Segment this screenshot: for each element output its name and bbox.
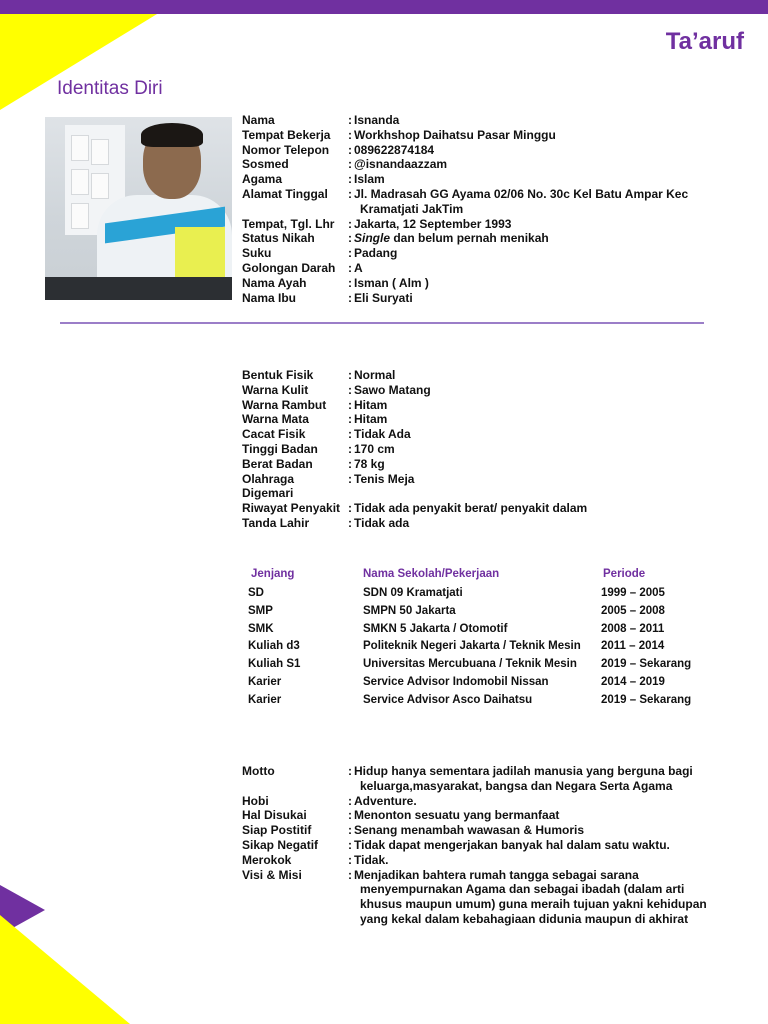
table-row [248,621,711,639]
colon: : [348,471,352,486]
field-value: Tidak dapat mengerjakan banyak hal dalam satu waktu. [354,837,670,852]
physical-row [242,472,722,502]
colon: : [348,852,352,867]
identity-row [242,113,722,128]
cell-periode: 1999 – 2005 [601,587,665,599]
field-label: Motto [242,764,275,778]
status-italic: Single [354,231,391,246]
field-value: Workhshop Daihatsu Pasar Minggu [354,127,556,142]
field-label: Berat Badan [242,456,313,471]
colon: : [348,275,352,290]
value-line: khusus maupun umum) guna meraih tujuan yakni kehidupan [360,897,707,912]
field-label: Cacat Fisik [242,427,306,442]
field-label: Olahraga Digemari [242,471,295,501]
field-value [354,231,722,246]
identity-row [242,187,722,217]
physical-row [242,427,722,442]
colon: : [348,290,352,305]
value-line: yang kekal dalam kebahagiaan didunia maupun di akhirat [360,911,689,926]
table-row [248,656,711,674]
colon: : [348,142,352,157]
field-value: Adventure. [354,793,417,808]
top-purple-bar [0,0,768,14]
physical-list [242,368,722,531]
field-label: Warna Rambut [242,397,327,412]
physical-row [242,501,722,516]
colon: : [348,808,352,823]
physical-row [242,442,722,457]
field-label: Hobi [242,793,269,808]
identity-row [242,143,722,158]
field-value [354,868,722,927]
field-label: Status Nikah [242,231,315,246]
colon: : [348,412,352,427]
address-line-2: Kramatjati JakTim [360,201,464,216]
field-label: Merokok [242,852,292,867]
cell-nama: Politeknik Negeri Jakarta / Teknik Mesin [363,640,581,653]
cell-nama: Service Advisor Asco Daihatsu [363,693,533,706]
field-value: 78 kg [354,456,385,471]
table-row [248,692,711,710]
colon: : [348,764,352,778]
colon: : [348,515,352,530]
profile-photo [45,117,232,300]
identity-row [242,157,722,172]
colon: : [348,113,352,127]
cell-periode: 2019 – Sekarang [601,658,692,671]
field-value: Eli Suryati [354,290,413,305]
colon: : [348,127,352,142]
field-label: Nomor Telepon [242,142,330,157]
field-value [354,764,722,794]
photo-paper [91,173,109,199]
cell-jenjang: Kuliah S1 [248,658,301,671]
identity-row [242,291,722,306]
field-value: Tidak. [354,852,389,867]
photo-paper [71,135,89,161]
field-label: Warna Mata [242,412,309,427]
field-value: Senang menambah wawasan & Humoris [354,823,585,838]
field-label: Tempat, Tgl. Lhr [242,216,335,231]
cell-jenjang: SD [248,587,264,599]
cell-nama: SDN 09 Kramatjati [363,587,463,599]
personal-row [242,794,722,809]
personal-row [242,823,722,838]
identity-list [242,113,722,305]
personal-list [242,764,722,927]
section-divider [60,322,704,324]
field-value: Tidak ada [354,515,410,530]
table-row [248,674,711,692]
colon: : [348,793,352,808]
table-row [248,603,711,621]
cell-periode: 2019 – Sekarang [601,693,692,706]
personal-row [242,764,722,794]
colon: : [348,216,352,231]
field-label: Sosmed [242,157,289,172]
cell-nama: Service Advisor Indomobil Nissan [363,675,549,688]
cell-periode: 2005 – 2008 [601,604,665,617]
field-value: Hitam [354,397,388,412]
field-value [354,187,722,217]
photo-person-hair [141,123,203,147]
field-label: Siap Postitif [242,823,312,838]
field-value: Normal [354,368,396,382]
cell-nama: SMPN 50 Jakarta [363,604,456,617]
field-value: Hitam [354,412,388,427]
yellow-corner-bottom [0,915,130,1024]
physical-row [242,412,722,427]
photo-paper [71,203,89,229]
education-header [248,568,711,580]
field-label: Nama Ayah [242,275,307,290]
identity-row [242,217,722,232]
field-value: Tidak Ada [354,427,411,442]
colon: : [348,260,352,275]
colon: : [348,231,352,246]
value-line: Hidup hanya sementara jadilah manusia yang berguna bagi [354,764,693,778]
field-label: Visi & Misi [242,867,302,882]
section-heading: Identitas Diri [57,78,163,99]
colon: : [348,427,352,442]
physical-row [242,457,722,472]
identity-row [242,231,722,246]
field-label: Tinggi Badan [242,441,318,456]
field-label: Golongan Darah [242,260,336,275]
address-line-1: Jl. Madrasah GG Ayama 02/06 No. 30c Kel Batu Ampar Kec [354,186,689,201]
photo-desk [45,277,232,300]
field-value: Isman ( Alm ) [354,275,429,290]
colon: : [348,157,352,172]
cell-nama: Universitas Mercubuana / Teknik Mesin [363,658,577,671]
physical-row [242,368,722,383]
colon: : [348,172,352,187]
cell-nama: SMKN 5 Jakarta / Otomotif [363,622,508,635]
education-table [248,568,711,710]
cell-periode: 2011 – 2014 [601,640,665,653]
colon: : [348,823,352,838]
colon: : [348,397,352,412]
field-label: Alamat Tinggal [242,186,328,201]
cell-jenjang: Karier [248,675,282,688]
colon: : [348,441,352,456]
field-label: Riwayat Penyakit [242,501,341,516]
field-value: Tidak ada penyakit berat/ penyakit dalam [354,501,588,516]
field-label: Nama Ibu [242,290,297,305]
physical-row [242,398,722,413]
field-value: Padang [354,246,398,261]
identity-row [242,246,722,261]
cell-jenjang: SMK [248,622,274,635]
field-value: Tenis Meja [354,471,415,486]
field-value: Jakarta, 12 September 1993 [354,216,512,231]
field-value: Menonton sesuatu yang bermanfaat [354,808,560,823]
field-label: Hal Disukai [242,808,307,823]
photo-paper [91,139,109,165]
identity-row [242,128,722,143]
personal-row [242,853,722,868]
field-label: Warna Kulit [242,382,309,397]
colon: : [348,837,352,852]
personal-row [242,868,722,927]
page-title: Ta’aruf [665,28,744,55]
field-value: 089622874184 [354,142,435,157]
colon: : [348,501,352,516]
value-line: keluarga,masyarakat, bangsa dan Negara Serta Agama [360,778,673,793]
field-label: Tanda Lahir [242,515,310,530]
physical-row [242,383,722,398]
field-value: 170 cm [354,441,395,456]
header-periode: Periode [603,568,646,580]
personal-row [242,808,722,823]
cell-periode: 2008 – 2011 [601,622,665,635]
cell-jenjang: Kuliah d3 [248,640,300,653]
colon: : [348,456,352,471]
field-label: Agama [242,172,283,187]
field-label: Suku [242,246,272,261]
identity-row [242,276,722,291]
colon: : [348,867,352,882]
cell-jenjang: Karier [248,693,282,706]
table-row [248,638,711,656]
identity-row [242,172,722,187]
field-label: Tempat Bekerja [242,127,331,142]
field-value: A [354,260,363,275]
photo-paper [71,169,89,195]
status-rest: dan belum pernah menikah [390,231,549,246]
physical-row [242,516,722,531]
field-label: Sikap Negatif [242,837,319,852]
colon: : [348,246,352,261]
cell-jenjang: SMP [248,604,273,617]
field-label: Bentuk Fisik [242,368,314,382]
table-row [248,585,711,603]
value-line: Menjadikan bahtera rumah tangga sebagai sarana [354,867,639,882]
field-value: Isnanda [354,113,400,127]
header-jenjang: Jenjang [251,568,295,580]
field-value: Sawo Matang [354,382,431,397]
field-value: Islam [354,172,385,187]
value-line: menyempurnakan Agama dan sebagai ibadah (dalam arti [360,882,685,897]
field-label: Nama [242,113,275,127]
field-value: @isnandaazzam [354,157,448,172]
colon: : [348,186,352,201]
personal-row [242,838,722,853]
colon: : [348,382,352,397]
header-nama-sekolah: Nama Sekolah/Pekerjaan [363,568,500,580]
identity-row [242,261,722,276]
cell-periode: 2014 – 2019 [601,675,665,688]
colon: : [348,368,352,382]
